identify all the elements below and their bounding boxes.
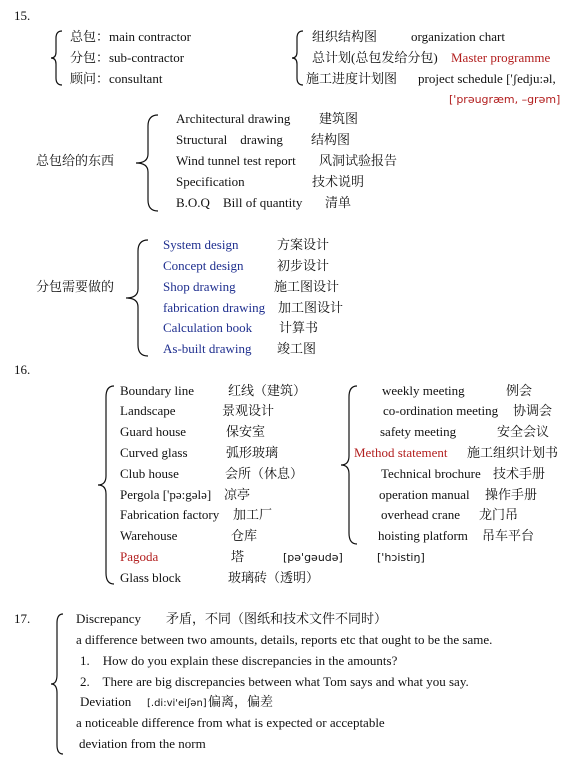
brace-group1 [132, 114, 162, 212]
term-consultant: 顾问：consultant [70, 71, 163, 86]
item-operation-manual-cn: 操作手册 [485, 487, 538, 502]
definition-deviation: a noticeable difference from what is expected or acceptable [76, 715, 385, 730]
item-boundary-line-en: Boundary line [120, 383, 195, 398]
term-org-chart-cn: 组织结构图 [312, 29, 378, 44]
item-calculation-book-cn: 计算书 [279, 320, 319, 335]
item-pergola-cn: 凉亭 [224, 487, 251, 502]
deviation-ipa: [.di:vi'eiʃən] [147, 698, 207, 709]
pagoda-ipa: [pə'gəudə] [283, 551, 343, 564]
item-glass-block-en: Glass block [120, 570, 182, 585]
item-club-house-en: Club house [120, 466, 179, 481]
item-system-design-en: System design [163, 237, 239, 252]
item-structural-drawing-en: Structural drawing [176, 132, 283, 147]
item-safety-meeting-cn: 安全会议 [497, 424, 550, 439]
term-main-contractor: 总包：main contractor [70, 29, 191, 44]
deviation-example: deviation from the norm [79, 736, 206, 751]
item-method-statement-cn: 施工组织计划书 [467, 445, 559, 460]
item-boq-en: B.O.Q Bill of quantity [176, 195, 303, 210]
item-fabrication-factory-en: Fabrication factory [120, 507, 220, 522]
term-deviation: Deviation [80, 694, 132, 709]
item-guard-house-en: Guard house [120, 424, 187, 439]
item-specification-en: Specification [176, 174, 245, 189]
item-concept-design-en: Concept design [163, 258, 244, 273]
section-number-15: 15. [14, 8, 31, 23]
term-discrepancy: Discrepancy [76, 611, 141, 626]
item-boundary-line-cn: 红线（建筑） [228, 383, 307, 398]
item-landscape-en: Landscape [120, 403, 176, 418]
item-weekly-meeting-en: weekly meeting [382, 383, 465, 398]
item-pergola-en: Pergola ['pə:gələ] [120, 487, 212, 502]
example-1: 1. How do you explain these discrepancies in the amounts? [80, 653, 398, 668]
item-warehouse-en: Warehouse [120, 528, 178, 543]
item-wind-tunnel-en: Wind tunnel test report [176, 153, 296, 168]
item-boq-cn: 清单 [325, 195, 352, 210]
item-curved-glass-en: Curved glass [120, 445, 188, 460]
item-structural-drawing-cn: 结构图 [311, 132, 351, 147]
item-pagoda-en: Pagoda [120, 549, 159, 564]
term-project-schedule-cn: 施工进度计划图 [306, 71, 398, 86]
item-guard-house-cn: 保安室 [226, 424, 266, 439]
item-fabrication-drawing-en: fabrication drawing [163, 300, 266, 315]
brace-17 [50, 613, 66, 755]
programme-ipa: ['prəugræm, –grəm] [449, 93, 561, 106]
definition-discrepancy: a difference between two amounts, details, reports etc that ought to be the same. [76, 632, 493, 647]
term-org-chart-en: organization chart [411, 29, 505, 44]
term-deviation-cn: 偏离，偏差 [208, 694, 274, 709]
item-as-built-drawing-cn: 竣工图 [277, 341, 317, 356]
item-club-house-cn: 会所（休息） [225, 466, 304, 481]
item-warehouse-cn: 仓库 [231, 528, 258, 543]
item-specification-cn: 技术说明 [312, 174, 365, 189]
item-pagoda-cn: 塔 [231, 549, 245, 564]
hoisting-ipa: ['hɔistiŋ] [377, 551, 425, 564]
item-overhead-crane-en: overhead crane [381, 507, 461, 522]
term-master-programme-cn: 总计划(总包发给分包) [312, 50, 438, 65]
item-calculation-book-en: Calculation book [163, 320, 253, 335]
item-wind-tunnel-cn: 风洞试验报告 [319, 153, 398, 168]
item-technical-brochure-cn: 技术手册 [493, 466, 546, 481]
brace-15-right [291, 30, 305, 86]
item-curved-glass-cn: 弧形玻璃 [226, 445, 279, 460]
item-hoisting-platform-en: hoisting platform [378, 528, 468, 543]
item-overhead-crane-cn: 龙门吊 [479, 507, 519, 522]
example-2: 2. There are big discrepancies between what Tom says and what you say. [80, 674, 469, 689]
item-fabrication-drawing-cn: 加工图设计 [278, 300, 344, 315]
item-coordination-meeting-en: co-ordination meeting [383, 403, 499, 418]
item-weekly-meeting-cn: 例会 [506, 383, 533, 398]
item-system-design-cn: 方案设计 [277, 237, 330, 252]
item-technical-brochure-en: Technical brochure [381, 466, 481, 481]
item-coordination-meeting-cn: 协调会 [513, 403, 553, 418]
group-label-from-main-contractor: 总包给的东西 [36, 153, 115, 168]
item-shop-drawing-cn: 施工图设计 [274, 279, 340, 294]
term-discrepancy-cn: 矛盾，不同（图纸和技术文件不同时） [166, 611, 388, 626]
item-fabrication-factory-cn: 加工厂 [233, 507, 273, 522]
brace-15-left [50, 30, 64, 86]
section-number-17: 17. [14, 611, 31, 626]
item-operation-manual-en: operation manual [379, 487, 470, 502]
item-landscape-cn: 景观设计 [222, 403, 275, 418]
item-architectural-drawing-cn: 建筑图 [319, 111, 359, 126]
term-master-programme-en: Master programme [451, 50, 551, 65]
brace-16-right [339, 385, 361, 545]
item-glass-block-cn: 玻璃砖（透明） [228, 570, 320, 585]
section-number-16: 16. [14, 362, 31, 377]
term-project-schedule-en: project schedule ['ʃedju:əl, [418, 71, 556, 86]
item-method-statement-en: Method statement [354, 445, 448, 460]
group-label-sub-contractor-tasks: 分包需要做的 [36, 279, 115, 294]
item-safety-meeting-en: safety meeting [380, 424, 457, 439]
term-sub-contractor: 分包：sub-contractor [70, 50, 185, 65]
brace-group2 [122, 239, 152, 357]
item-hoisting-platform-cn: 吊车平台 [482, 528, 535, 543]
item-shop-drawing-en: Shop drawing [163, 279, 236, 294]
item-architectural-drawing-en: Architectural drawing [176, 111, 291, 126]
item-concept-design-cn: 初步设计 [277, 258, 330, 273]
item-as-built-drawing-en: As-built drawing [163, 341, 252, 356]
brace-16-left [96, 385, 118, 585]
